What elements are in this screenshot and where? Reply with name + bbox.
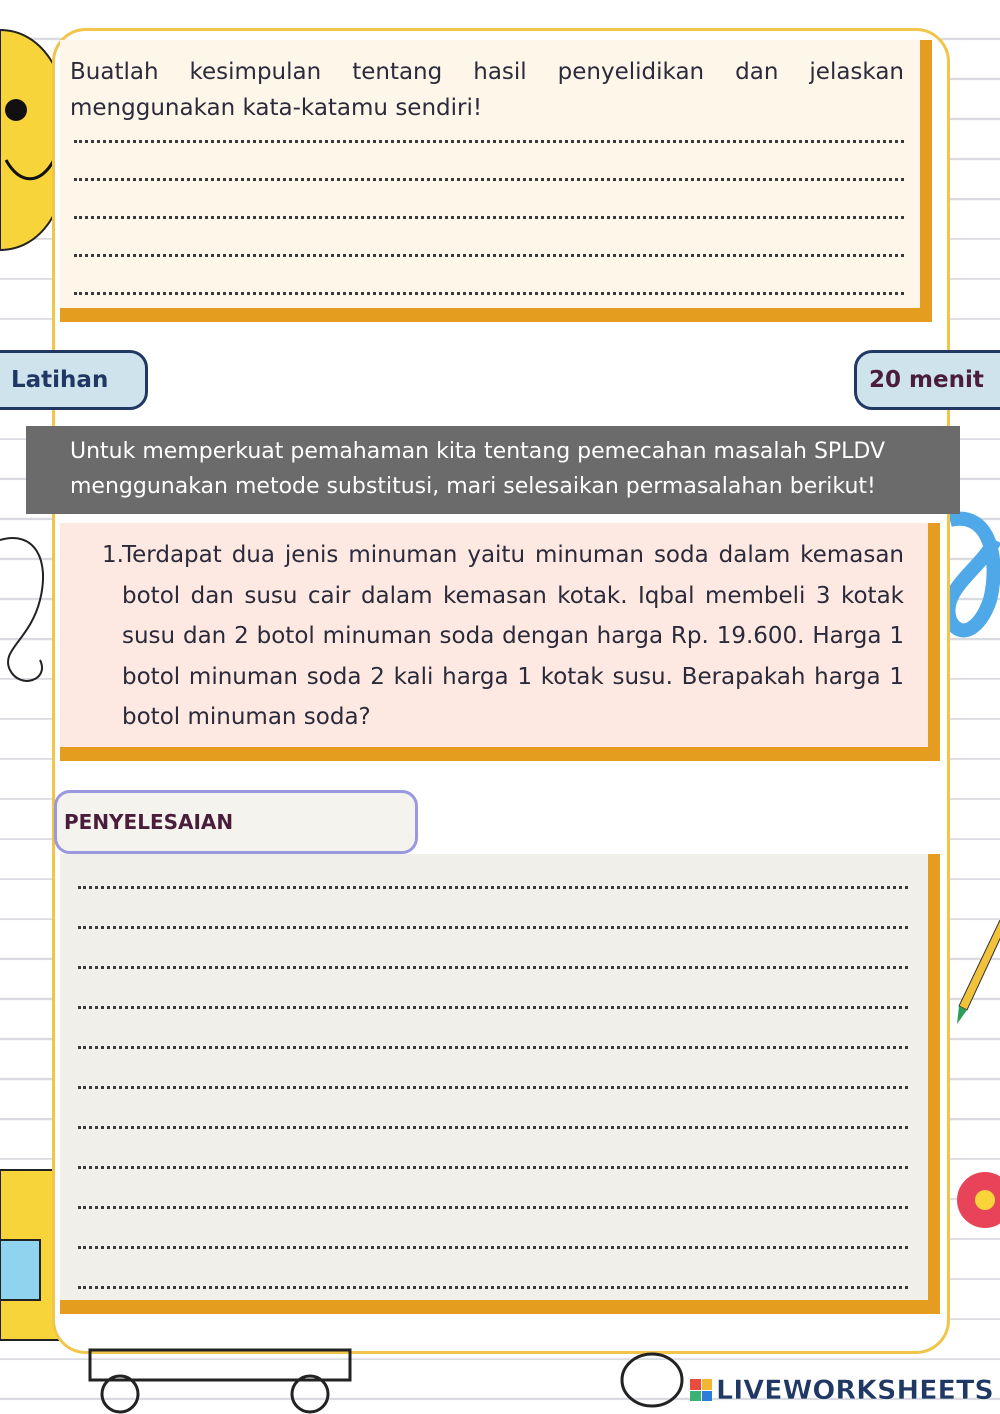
scribble-doodle (0, 530, 60, 700)
answer-line[interactable] (74, 178, 904, 181)
answer-line[interactable] (74, 140, 904, 143)
section-label: Latihan (11, 367, 109, 393)
answer-line[interactable] (78, 1286, 908, 1289)
instruction-text: Untuk memperkuat pemahaman kita tentang pemecahan masalah SPLDV menggunakan metode substitusi, mari selesaikan permasalahan berikut! (70, 439, 886, 499)
question-number: 1. (102, 542, 124, 568)
answer-line[interactable] (78, 1006, 908, 1009)
question-box (60, 523, 940, 761)
wheel-doodle (60, 1344, 400, 1414)
answer-line[interactable] (78, 1046, 908, 1049)
answer-line[interactable] (78, 1246, 908, 1249)
logo-square (690, 1391, 701, 1402)
liveworksheets-brand[interactable] (690, 1370, 994, 1410)
instruction-banner (26, 426, 960, 514)
logo-square (702, 1391, 713, 1402)
time-label: 20 menit (869, 367, 984, 393)
solution-label: PENYELESAIAN (64, 810, 234, 834)
liveworksheets-wordmark: LIVEWORKSHEETS (716, 1374, 994, 1406)
answer-line[interactable] (74, 254, 904, 257)
answer-line[interactable] (78, 1166, 908, 1169)
answer-line[interactable] (78, 886, 908, 889)
flower-doodle (945, 1130, 1000, 1290)
liveworksheets-logo-icon (690, 1379, 712, 1401)
pencil-doodle (945, 920, 1000, 1030)
conclusion-box (60, 40, 932, 322)
time-badge (854, 350, 1000, 410)
answer-line[interactable] (78, 1126, 908, 1129)
section-label-badge (0, 350, 148, 410)
answer-line[interactable] (78, 926, 908, 929)
answer-line[interactable] (78, 1086, 908, 1089)
spiral-doodle (612, 1350, 692, 1410)
solution-label-badge (54, 790, 418, 854)
answer-line[interactable] (74, 292, 904, 295)
answer-line[interactable] (78, 966, 908, 969)
conclusion-prompt: Buatlah kesimpulan tentang hasil penyelidikan dan jelaskan menggunakan kata-katamu sendiri! (70, 59, 904, 121)
logo-square (690, 1379, 701, 1390)
solution-box (60, 854, 940, 1314)
answer-line[interactable] (74, 216, 904, 219)
logo-square (702, 1379, 713, 1390)
question-text: Terdapat dua jenis minuman yaitu minuman soda dalam kemasan botol dan susu cair dalam kemasan kotak. Iqbal membeli 3 kotak susu dan 2 botol minuman soda dengan harga Rp. 19.600. Harga 1 botol minuman soda 2 kali harga 1 kotak susu. Berapakah harga 1 botol minuman soda? (122, 542, 904, 730)
answer-line[interactable] (78, 1206, 908, 1209)
